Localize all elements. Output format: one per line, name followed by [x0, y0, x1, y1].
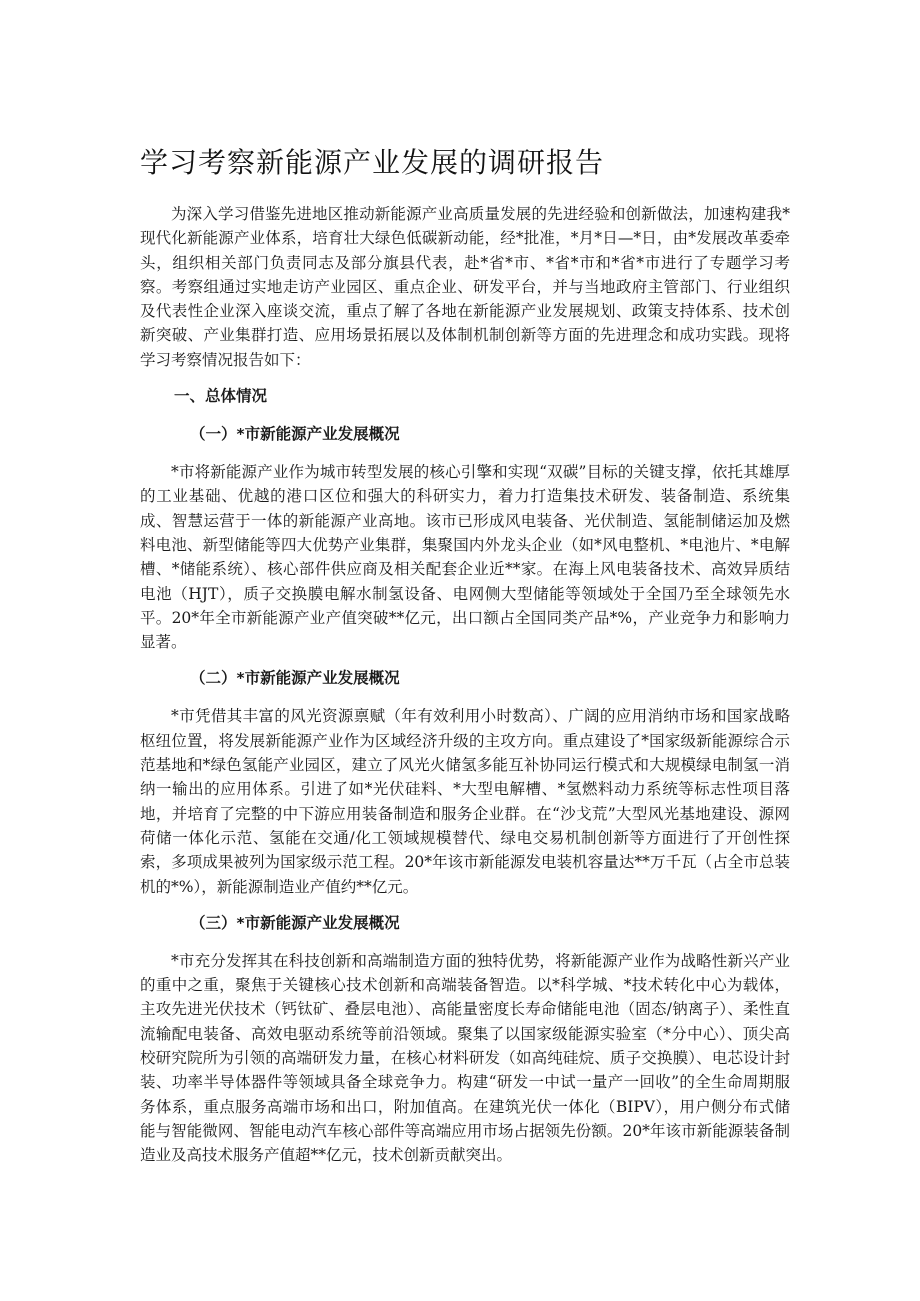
subsection-body-2: *市凭借其丰富的风光资源禀赋（年有效利用小时数高）、广阔的应用消纳市场和国家战略枢纽位置，将发展新能源产业作为区域经济升级的主攻方向。重点建设了*国家级新能源综合示范基地和*绿色氢能产业园区，建立了风光火储氢多能互补协同运行模式和大规模绿电制氢一消纳一输出的应用体系。引进了如*光伏硅料、*大型电解槽、*氢燃料动力系统等标志性项目落地，并培育了完整的中下游应用装备制造和服务企业群。在“沙戈荒”大型风光基地建设、源网荷储一体化示范、氢能在交通/化工领域规模替代、绿电交易机制创新等方面进行了开创性探索，多项成果被列为国家级示范工程。20*年该市新能源发电装机容量达**万千瓦（占全市总装机的*%），新能源制造业产值约**亿元。 [140, 707, 790, 896]
subsection-body-1: *市将新能源产业作为城市转型发展的核心引擎和实现“双碳”目标的关键支撑，依托其雄厚的工业基础、优越的港口区位和强大的科研实力，着力打造集技术研发、装备制造、系统集成、智慧运营于一体的新能源产业高地。该市已形成风电装备、光伏制造、氢能制储运加及燃料电池、新型储能等四大优势产业集群，集聚国内外龙头企业（如*风电整机、*电池片、*电解槽、*储能系统）、核心部件供应商及相关配套企业近**家。在海上风电装备技术、高效异质结电池（HJT），质子交换膜电解水制氢设备、电网侧大型储能等领域处于全国乃至全球领先水平。20*年全市新能源产业产值突破**亿元，出口额占全国同类产品*%，产业竞争力和影响力显著。 [140, 463, 790, 652]
document-body [140, 146, 790, 1180]
subsection-heading-1: （一）*市新能源产业发展概况 [190, 425, 400, 444]
subsection-heading-2: （二）*市新能源产业发展概况 [190, 669, 400, 688]
section-heading-overview: 一、总体情况 [174, 387, 268, 406]
subsection-body-3: *市充分发挥其在科技创新和高端制造方面的独特优势，将新能源产业作为战略性新兴产业的重中之重，聚焦于关键核心技术创新和高端装备智造。以*科学城、*技术转化中心为载体，主攻先进光伏技术（钙钛矿、叠层电池）、高能量密度长寿命储能电池（固态/钠离子）、柔性直流输配电装备、高效电驱动系统等前沿领域。聚集了以国家级能源实验室（*分中心）、顶尖高校研究院所为引领的高端研发力量，在核心材料研发（如高纯硅烷、质子交换膜）、电芯设计封装、功率半导体器件等领域具备全球竞争力。构建“研发一中试一量产一回收”的全生命周期服务体系，重点服务高端市场和出口，附加值高。在建筑光伏一体化（BIPV），用户侧分布式储能与智能微网、智能电动汽车核心部件等高端应用市场占据领先份额。20*年该市新能源装备制造业及高技术服务产值超**亿元，技术创新贡献突出。 [140, 951, 790, 1165]
intro-paragraph: 为深入学习借鉴先进地区推动新能源产业高质量发展的先进经验和创新做法，加速构建我*现代化新能源产业体系，培育壮大绿色低碳新动能，经*批准，*月*日—*日，由*发展改革委牵头，组织相关部门负责同志及部分旗县代表，赴*省*市、*省*市和*省*市进行了专题学习考察。考察组通过实地走访产业园区、重点企业、研发平台，并与当地政府主管部门、行业组织及代表性企业深入座谈交流，重点了解了各地在新能源产业发展规划、政策支持体系、技术创新突破、产业集群打造、应用场景拓展以及体制机制创新等方面的先进理念和成功实践。现将学习考察情况报告如下： [140, 205, 790, 369]
document-title: 学习考察新能源产业发展的调研报告 [140, 146, 605, 179]
subsection-heading-3: （三）*市新能源产业发展概况 [190, 913, 400, 932]
